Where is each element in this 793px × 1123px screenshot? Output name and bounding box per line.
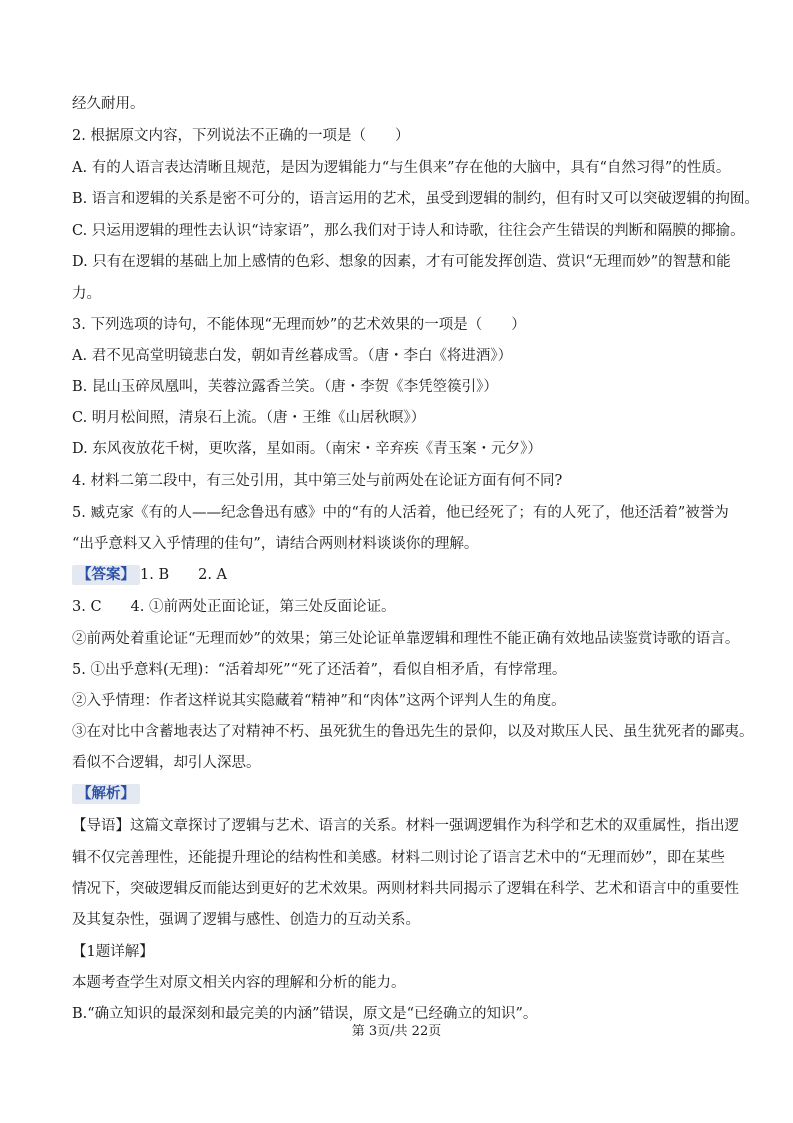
analysis-tag: 【解析】 [72,784,140,804]
analysis-line [72,784,753,804]
answer-line: ②入乎情理：作者这样说其实隐藏着“精神”和“肉体”这两个评判人生的角度。 [72,693,566,709]
question-4: 4. 材料二第二段中，有三处引用，其中第三处与前两处在论证方面有何不同? [72,473,563,489]
analysis-line: 本题考查学生对原文相关内容的理解和分析的能力。 [72,975,406,991]
analysis-line: 【导语】这篇文章探讨了逻辑与艺术、语言的关系。材料一强调逻辑作为科学和艺术的双重属性，指出逻 [72,818,739,834]
analysis-heading: 【1题详解】 [72,944,154,960]
text-line: 经久耐用。 [72,96,145,112]
question-5: 5. 臧克家《有的人——纪念鲁迅有感》中的“有的人活着，他已经死了；有的人死了，他还活着”被誉为 [72,505,729,521]
analysis-line: 情况下，突破逻辑反而能达到更好的艺术效果。两则材料共同揭示了逻辑在科学、艺术和语言中的重要性 [72,881,739,897]
analysis-line: 及其复杂性，强调了逻辑与感性、创造力的互动关系。 [72,912,420,928]
option-3c: C. 明月松间照，清泉石上流。（唐・王维《山居秋暝》） [72,410,426,426]
option-2a: A. 有的人语言表达清晰且规范，是因为逻辑能力“与生俱来”存在他的大脑中，具有“自然习得”的性质。 [72,160,731,176]
page-footer: 第 3页/共 22页 [351,1024,442,1039]
answer-first: 1. B 2. A [140,567,228,583]
answer-line: 看似不合逻辑，却引人深思。 [72,755,261,771]
option-2b: B. 语言和逻辑的关系是密不可分的，语言运用的艺术，虽受到逻辑的制约，但有时又可以突破逻辑的拘囿。 [72,191,759,207]
option-2d: D. 只有在逻辑的基础上加上感情的色彩、想象的因素，才有可能发挥创造、赏识“无理而妙”的智慧和能 [72,254,731,270]
analysis-line: B.“确立知识的最深刻和最完美的内涵”错误，原文是“已经确立的知识”。 [72,1006,538,1022]
option-2d-cont: 力。 [72,286,101,302]
option-3d: D. 东风夜放花千树，更吹落，星如雨。（南宋・辛弃疾《青玉案・元夕》） [72,441,542,457]
answer-line: ③在对比中含蓄地表达了对精神不朽、虽死犹生的鲁迅先生的景仰，以及对欺压人民、虽生犹死者的鄙夷。 [72,724,754,740]
option-2c: C. 只运用逻辑的理性去认识“诗家语”，那么我们对于诗人和诗歌，往往会产生错误的判断和隔膜的揶揄。 [72,223,745,239]
question-5-cont: “出乎意料又入乎情理的佳句”，请结合两则材料谈谈你的理解。 [72,536,479,552]
answer-line: 3. C 4. ①前两处正面论证，第三处反面论证。 [72,599,396,615]
option-3b: B. 昆山玉碎凤凰叫，芙蓉泣露香兰笑。（唐・李贺《李凭箜篌引》） [72,379,498,395]
answer-line [72,565,753,585]
option-3a: A. 君不见高堂明镜悲白发，朝如青丝暮成雪。（唐・李白《将进酒》） [72,348,513,364]
answer-tag: 【答案】 [72,565,140,585]
answer-line: 5. ①出乎意料(无理)：“活着却死”“死了还活着”，看似自相矛盾，有悖常理。 [72,662,567,678]
question-3: 3. 下列选项的诗句，不能体现“无理而妙”的艺术效果的一项是（ ） [72,317,526,333]
answer-line: ②前两处着重论证“无理而妙”的效果；第三处论证单靠逻辑和理性不能正确有效地品读鉴赏诗歌的语言。 [72,631,740,647]
analysis-line: 辑不仅完善理性，还能提升理论的结构性和美感。材料二则讨论了语言艺术中的“无理而妙”，即在某些 [72,850,725,866]
question-2: 2. 根据原文内容，下列说法不正确的一项是（ ） [72,128,410,144]
